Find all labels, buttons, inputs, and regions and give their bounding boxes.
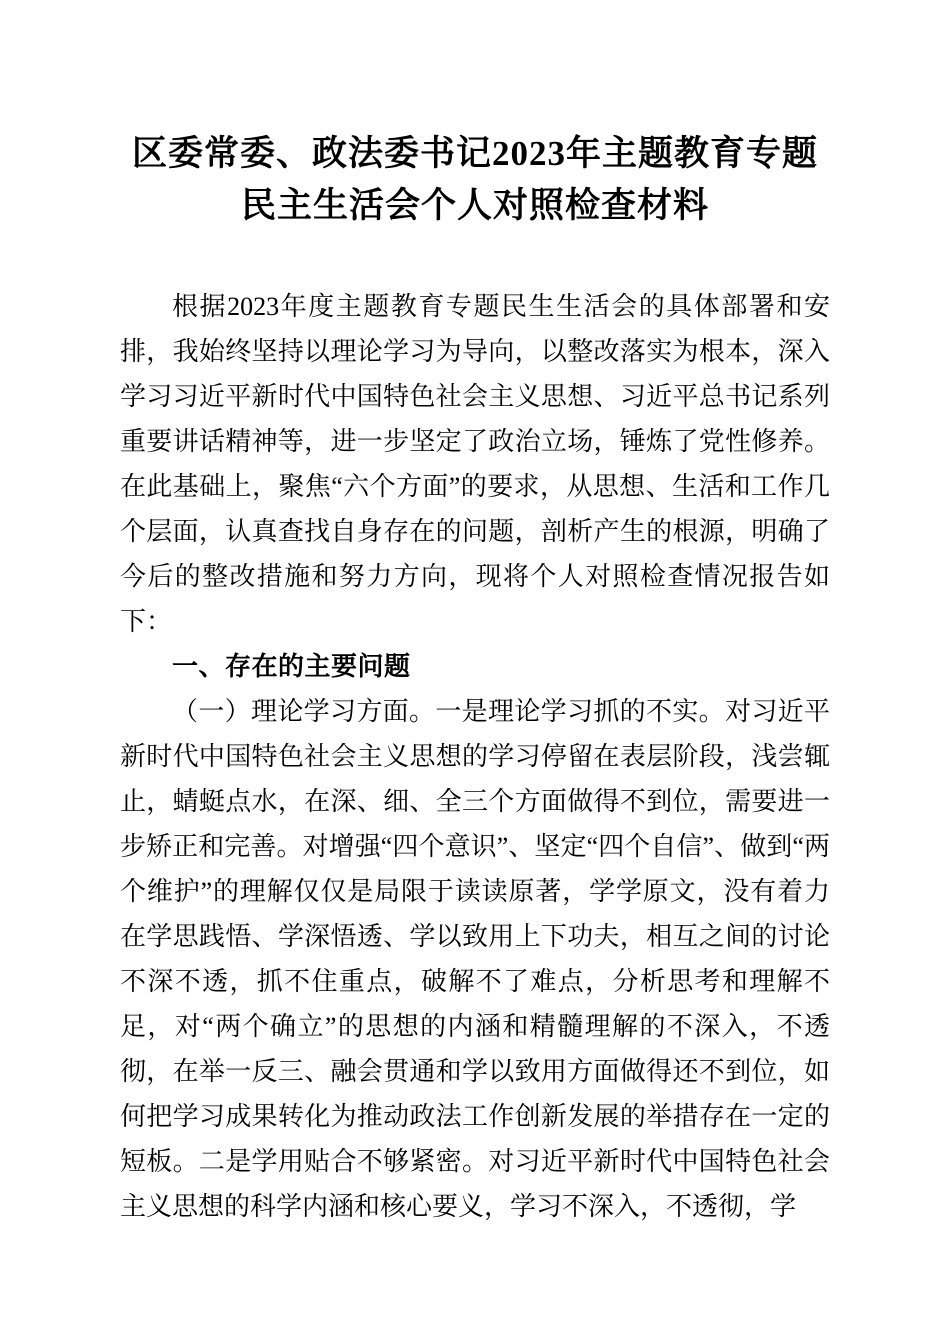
paragraph-theory-study-text: 一是理论学习抓的不实。对习近平新时代中国特色社会主义思想的学习停留在表层阶段，浅尝辄止，蜻蜓点水，在深、细、全三个方面做得不到位，需要进一步矫正和完善。对增强“四个意识”、坚定“四个自信”、做到“两个维护”的理解仅仅是局限于读读原著，学学原文，没有着力在学思践悟、学深悟透、学以致用上下功夫，相互之间的讨论不深不透，抓不住重点，破解不了难点，分析思考和理解不足，对“两个确立”的思想的内涵和精髓理解的不深入，不透彻，在举一反三、融会贯通和学以致用方面做得还不到位，如何把学习成果转化为推动政法工作创新发展的举措存在一定的短板。二是学用贴合不够紧密。对习近平新时代中国特色社会主义思想的科学内涵和核心要义，学习不深入，不透彻，学: [120, 697, 830, 1221]
paragraph-theory-study: [120, 689, 830, 1229]
sub-heading-theory-study: （一）理论学习方面。: [172, 697, 436, 726]
intro-paragraph: 根据2023年度主题教育专题民生生活会的具体部署和安排，我始终坚持以理论学习为导向，以整改落实为根本，深入学习习近平新时代中国特色社会主义思想、习近平总书记系列重要讲话精神等，进一步坚定了政治立场，锤炼了党性修养。在此基础上，聚焦“六个方面”的要求，从思想、生活和工作几个层面，认真查找自身存在的问题，剖析产生的根源，明确了今后的整改措施和努力方向，现将个人对照检查情况报告如下：: [120, 292, 830, 636]
document-title-line-2: 民主生活会个人对照检查材料: [240, 186, 709, 225]
document-title-line-1: 区委常委、政法委书记2023年主题教育专题: [131, 134, 818, 173]
document-title: [120, 128, 830, 232]
section-heading-main-problems: 一、存在的主要问题: [172, 651, 411, 681]
